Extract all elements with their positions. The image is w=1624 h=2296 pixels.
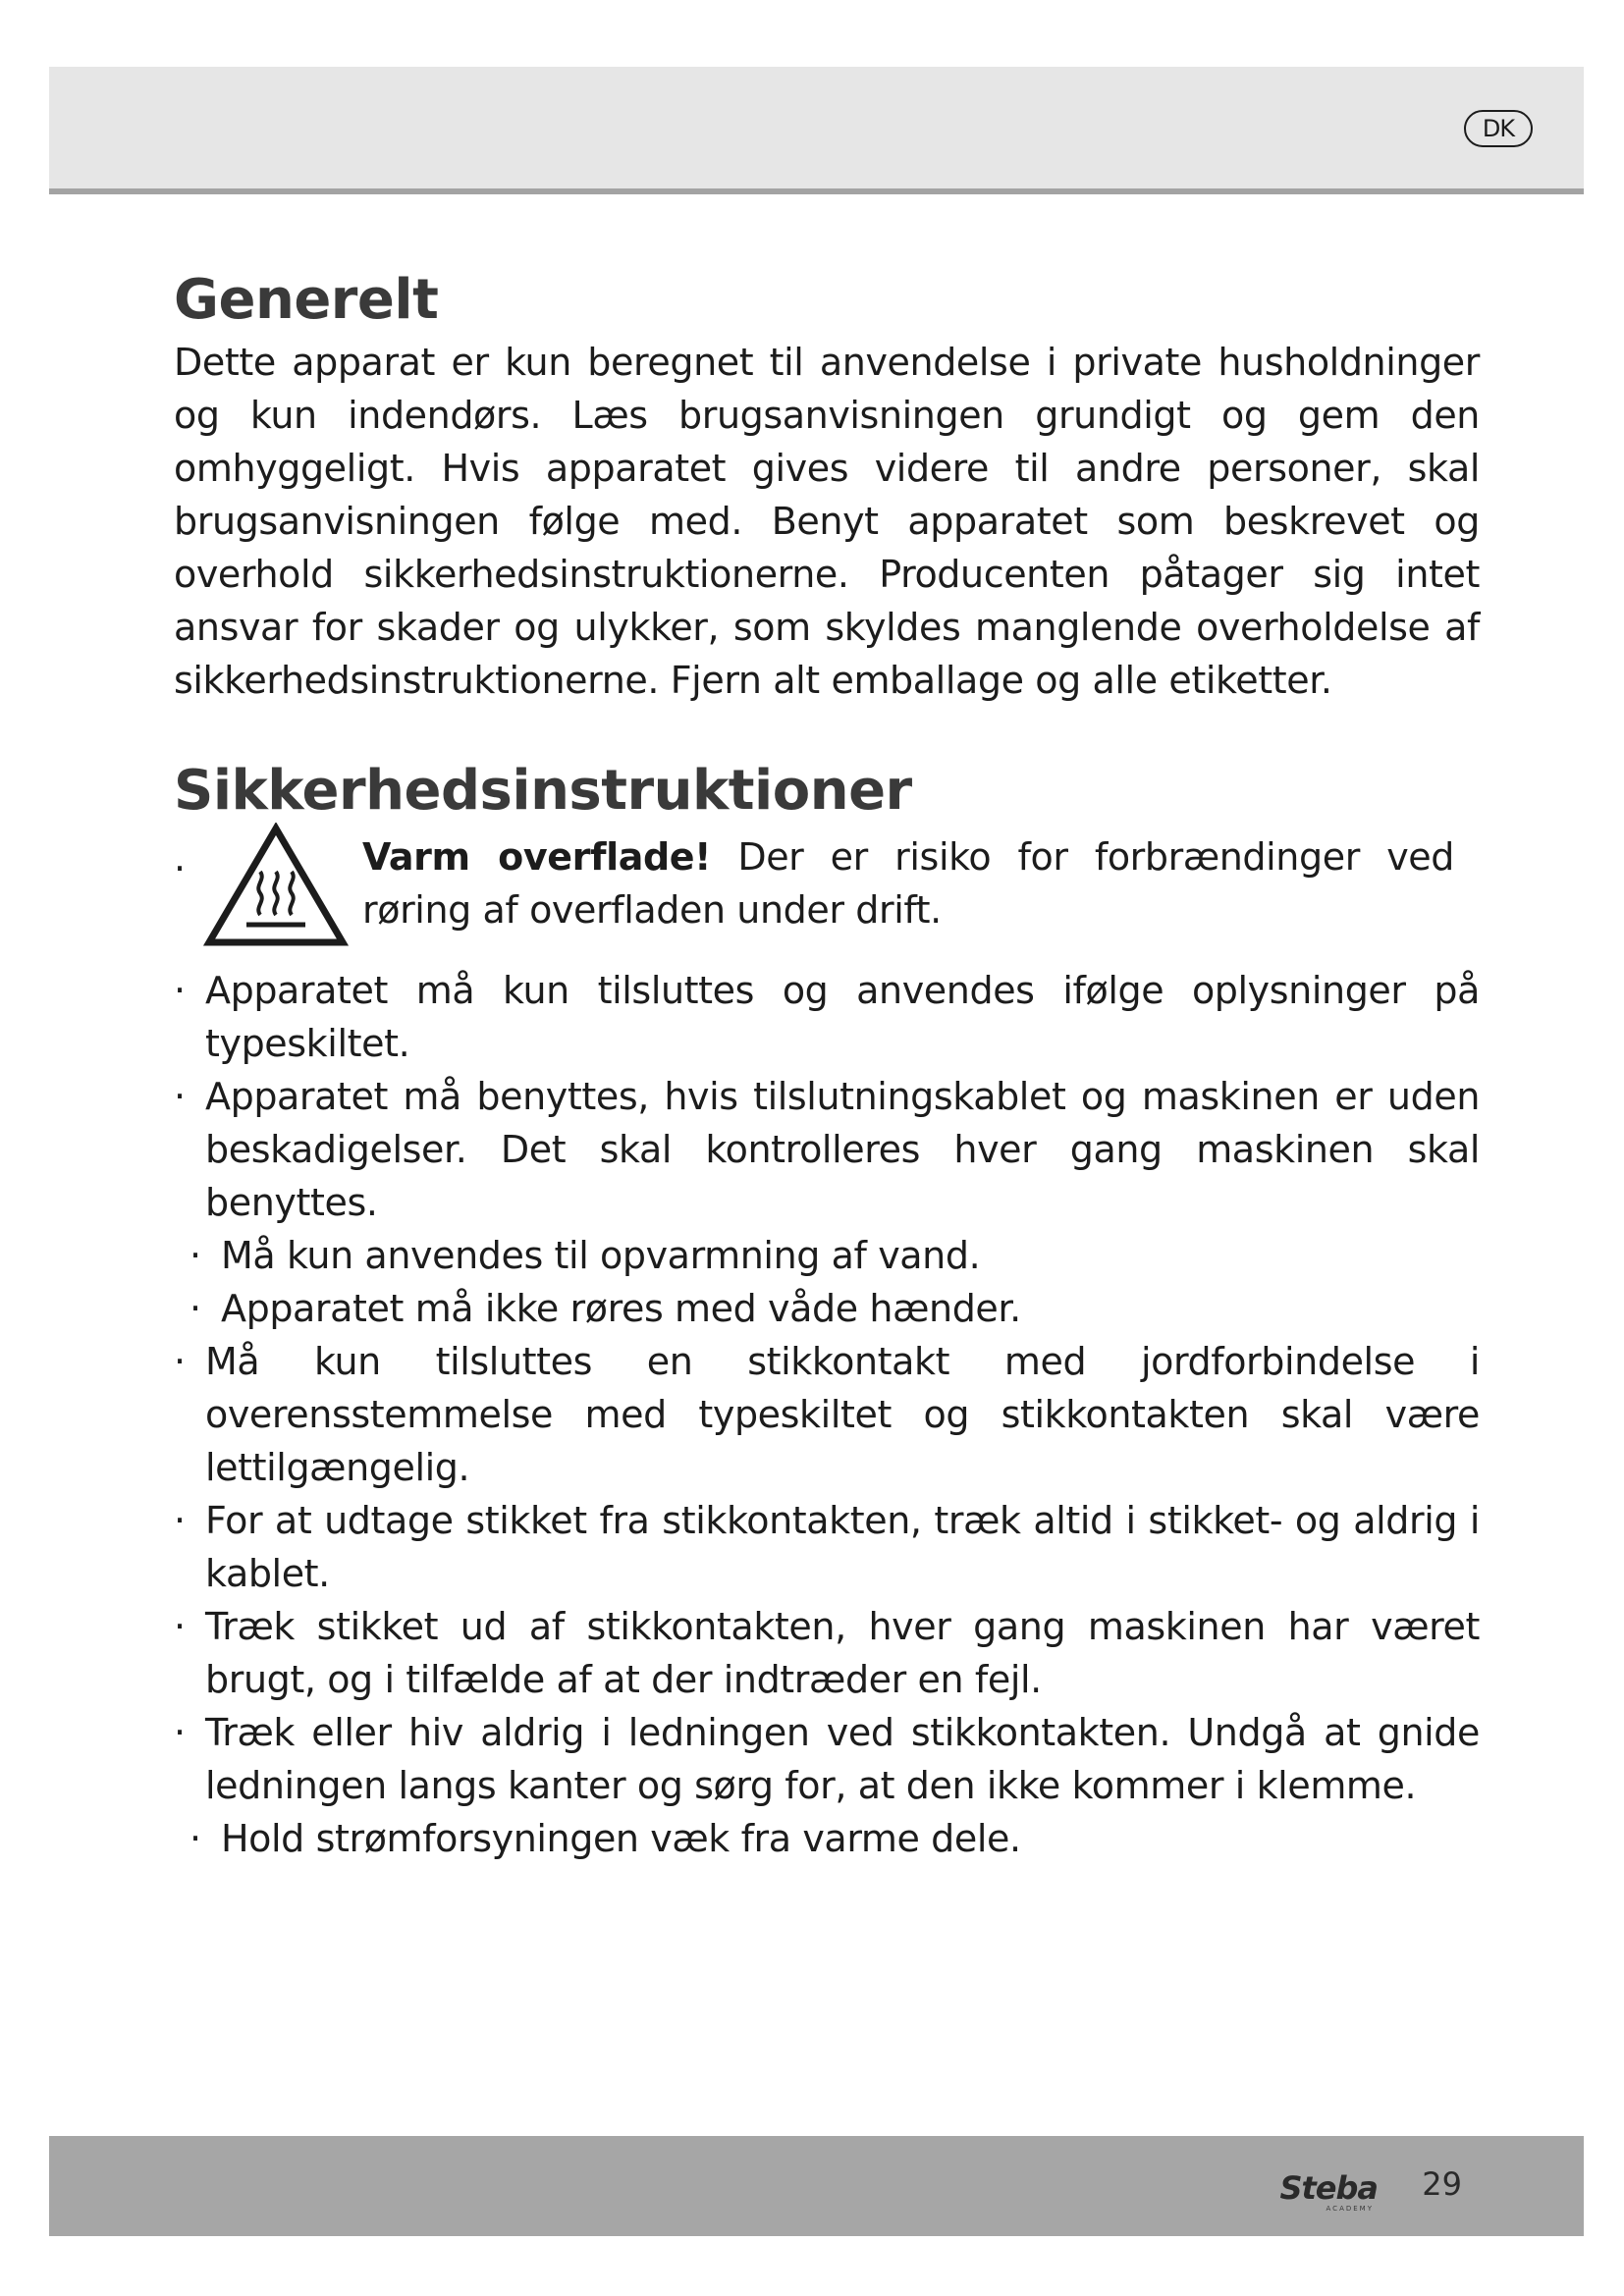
list-item [174, 1070, 1480, 1229]
list-item [174, 964, 1480, 1070]
page-number: 29 [1422, 2165, 1462, 2203]
footer-band [49, 2136, 1584, 2236]
list-item [174, 1706, 1480, 1812]
bullet: · [189, 1287, 201, 1330]
list-item [174, 1812, 1480, 1865]
bullet: · [174, 1499, 186, 1542]
list-item-text: Apparatet må benyttes, hvis tilslutningskablet og maskinen er uden beskadigelser. Det skal kontrolleres hver gang maskinen skal benyttes. [205, 1075, 1480, 1224]
list-item [174, 1494, 1480, 1600]
list-item-text: Må kun tilsluttes en stikkontakt med jordforbindelse i overensstemmelse med typeskiltet og stikkontakten skal være lettilgængelig. [205, 1340, 1480, 1489]
hot-surface-warning-icon [203, 823, 349, 948]
list-item-text: Træk eller hiv aldrig i ledningen ved stikkontakten. Undgå at gnide ledningen langs kanter og sørg for, at den ikke kommer i klemme. [205, 1711, 1480, 1807]
warning-bold: Varm overflade! [362, 835, 712, 879]
safety-list [174, 964, 1480, 1865]
list-item-text: Hold strømforsyningen væk fra varme dele. [221, 1817, 1021, 1860]
list-item [174, 1600, 1480, 1706]
bullet: · [174, 969, 186, 1012]
bullet: · [174, 1605, 186, 1648]
list-item [174, 1282, 1480, 1335]
header-band [49, 67, 1584, 194]
bullet: · [174, 1711, 186, 1754]
list-item-text: Apparatet må ikke røres med våde hænder. [221, 1287, 1021, 1330]
warning-description: Der er risiko for forbrændinger ved røring af overfladen under drift. [362, 835, 1454, 932]
warning-text [362, 830, 1454, 936]
list-item-text: Træk stikket ud af stikkontakten, hver gang maskinen har været brugt, og i tilfælde af at der indtræder en fejl. [205, 1605, 1480, 1701]
bullet: · [174, 1075, 186, 1118]
brand-logo: Steba [1279, 2169, 1378, 2207]
list-item [174, 1335, 1480, 1494]
list-item-text: Apparatet må kun tilsluttes og anvendes ifølge oplysninger på typeskiltet. [205, 969, 1480, 1065]
general-paragraph: Dette apparat er kun beregnet til anvendelse i private husholdninger og kun indendørs. Læs brugsanvisningen grundigt og gem den omhyggeligt. Hvis apparatet gives videre til andre personer, skal brugsanvisningen følge med. Benyt apparatet som beskrevet og overhold sikkerhedsinstruktionerne. Producenten påtager sig intet ansvar for skader og ulykker, som skyldes manglende overholdelse af sikkerhedsinstruktionerne. Fjern alt emballage og alle etiketter. [174, 341, 1480, 702]
bullet: · [174, 1340, 186, 1383]
bullet: · [189, 1234, 201, 1277]
warning-item [174, 830, 1480, 964]
section-title-safety: Sikkerhedsinstruktioner [174, 759, 912, 823]
brand-logo-subtitle: ACADEMY [1326, 2205, 1374, 2213]
language-badge: DK [1464, 110, 1533, 147]
list-item-text: Må kun anvendes til opvarmning af vand. [221, 1234, 981, 1277]
list-item-text: For at udtage stikket fra stikkontakten, træk altid i stikket- og aldrig i kablet. [205, 1499, 1480, 1595]
list-item [174, 1229, 1480, 1282]
page-content [174, 267, 1480, 1865]
section-title-general: Generelt [174, 268, 439, 332]
bullet: · [189, 1817, 201, 1860]
bullet: · [174, 847, 187, 890]
